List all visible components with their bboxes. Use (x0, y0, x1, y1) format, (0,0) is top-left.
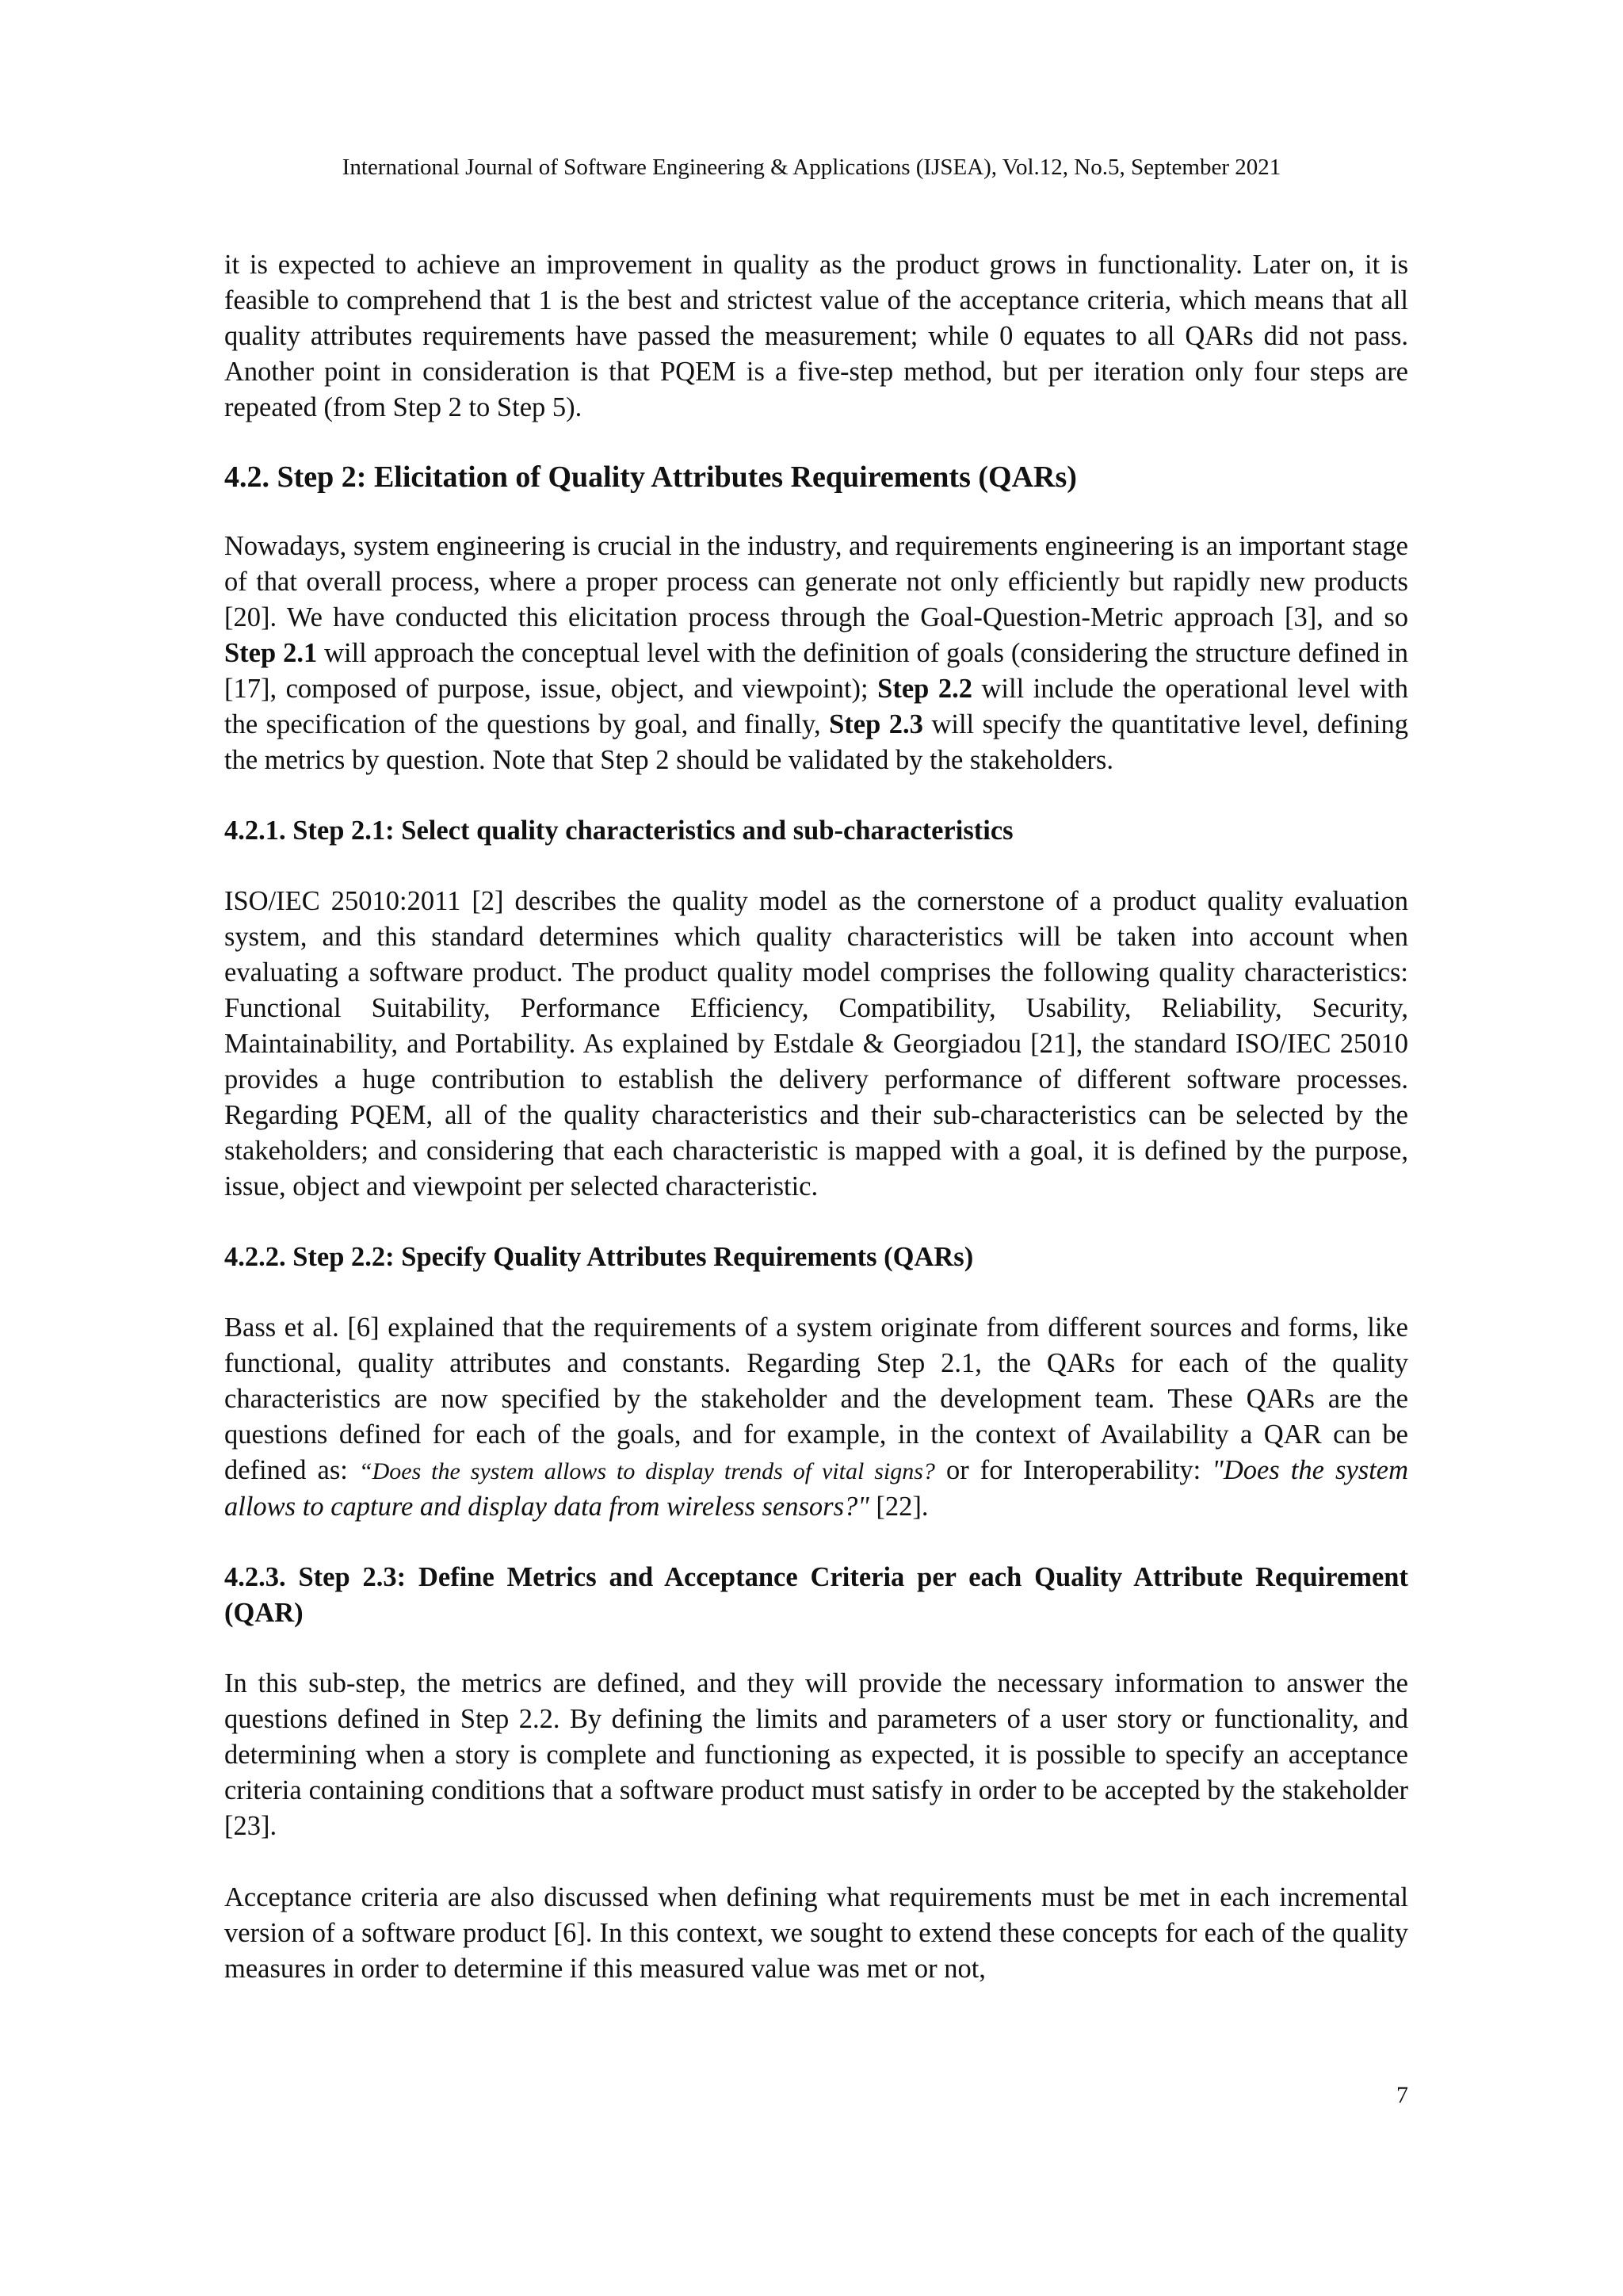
intro-paragraph: it is expected to achieve an improvement in quality as the product grows in functionality. Later on, it is feasible to comprehend that 1 is the best and strictest value of the acceptance criteria, which means that all quality attributes requirements have passed the measurement; while 0 equates to all QARs did not pass. Another point in consideration is that PQEM is a five-step method, but per iteration only four steps are repeated (from Step 2 to Step 5). (224, 250, 1408, 422)
text-run: will approach the conceptual level with the definition of goals (considering the structure defined in [17], composed of purpose, issue, object, and viewpoint); (224, 638, 1409, 704)
text-run: will specify the quantitative level, defining the metrics by question. Note that Step 2 should be validated by the stakeholders. (224, 709, 1408, 775)
subsection-heading-4-2-3: 4.2.3. Step 2.3: Define Metrics and Acceptance Criteria per each Quality Attribute Requirement (QAR) (224, 1562, 1408, 1628)
quote-availability: “Does the system allows to display trends of vital signs? (358, 1458, 935, 1484)
body-text (224, 247, 1408, 1987)
subsection-heading-4-2-1: 4.2.1. Step 2.1: Select quality characteristics and sub-characteristics (224, 816, 1014, 846)
text-run: or for Interoperability: (934, 1455, 1212, 1485)
quote-interoperability: "Does the system allows to capture and display data from wireless sensors?" (224, 1455, 1408, 1522)
text-run: Nowadays, system engineering is crucial in the industry, and requirements engineering is an important stage of that overall process, where a proper process can generate not only efficiently but rapidly new products [20]. We have conducted this elicitation process through the Goal-Question-Metric approach [3], and so (224, 531, 1408, 632)
page-number: 7 (1396, 2082, 1408, 2108)
running-header: International Journal of Software Engineering & Applications (IJSEA), Vol.12, No.5, September 2021 (342, 155, 1281, 180)
section-4-2-1-paragraph: ISO/IEC 25010:2011 [2] describes the quality model as the cornerstone of a product quality evaluation system, and this standard determines which quality characteristics will be taken into account when evaluating a software product. The product quality model comprises the following quality characteristics: Functional Suitability, Performance Efficiency, Compatibility, Usability, Reliability, Security, Maintainability, and Portability. As explained by Estdale & Georgiadou [21], the standard ISO/IEC 25010 provides a huge contribution to establish the delivery performance of different software processes. Regarding PQEM, all of the quality characteristics and their sub-characteristics can be selected by the stakeholders; and considering that each characteristic is mapped with a goal, it is defined by the purpose, issue, object and viewpoint per selected characteristic. (224, 886, 1408, 1201)
text-run: [22]. (869, 1492, 929, 1522)
subsection-heading-4-2-2: 4.2.2. Step 2.2: Specify Quality Attributes Requirements (QARs) (224, 1242, 974, 1272)
section-4-2-2-paragraph (224, 1310, 1408, 1525)
bold-step-2-1: Step 2.1 (224, 638, 318, 668)
section-heading-4-2: 4.2. Step 2: Elicitation of Quality Attributes Requirements (QARs) (224, 460, 1077, 494)
section-4-2-paragraph (224, 529, 1408, 778)
text-run: Bass et al. [6] explained that the requirements of a system originate from different sources and forms, like functional, quality attributes and constants. Regarding Step 2.1, the QARs for each of the quality characteristics are now specified by the stakeholder and the development team. These QARs are the questions defined for each of the goals, and for example, in the context of Availability a QAR can be defined as: (224, 1312, 1408, 1485)
section-4-2-3-paragraph-2: Acceptance criteria are also discussed when defining what requirements must be met in each incremental version of a software product [6]. In this context, we sought to extend these concepts for each of the quality measures in order to determine if this measured value was met or not, (224, 1882, 1408, 1984)
bold-step-2-3: Step 2.3 (829, 709, 923, 739)
section-4-2-3-paragraph-1: In this sub-step, the metrics are defined, and they will provide the necessary information to answer the questions defined in Step 2.2. By defining the limits and parameters of a user story or functionality, and determining when a story is complete and functioning as expected, it is possible to specify an acceptance criteria containing conditions that a software product must satisfy in order to be accepted by the stakeholder [23]. (224, 1668, 1408, 1841)
bold-step-2-2: Step 2.2 (877, 674, 972, 704)
text-run: will include the operational level with the specification of the questions by goal, and finally, (224, 674, 1408, 739)
